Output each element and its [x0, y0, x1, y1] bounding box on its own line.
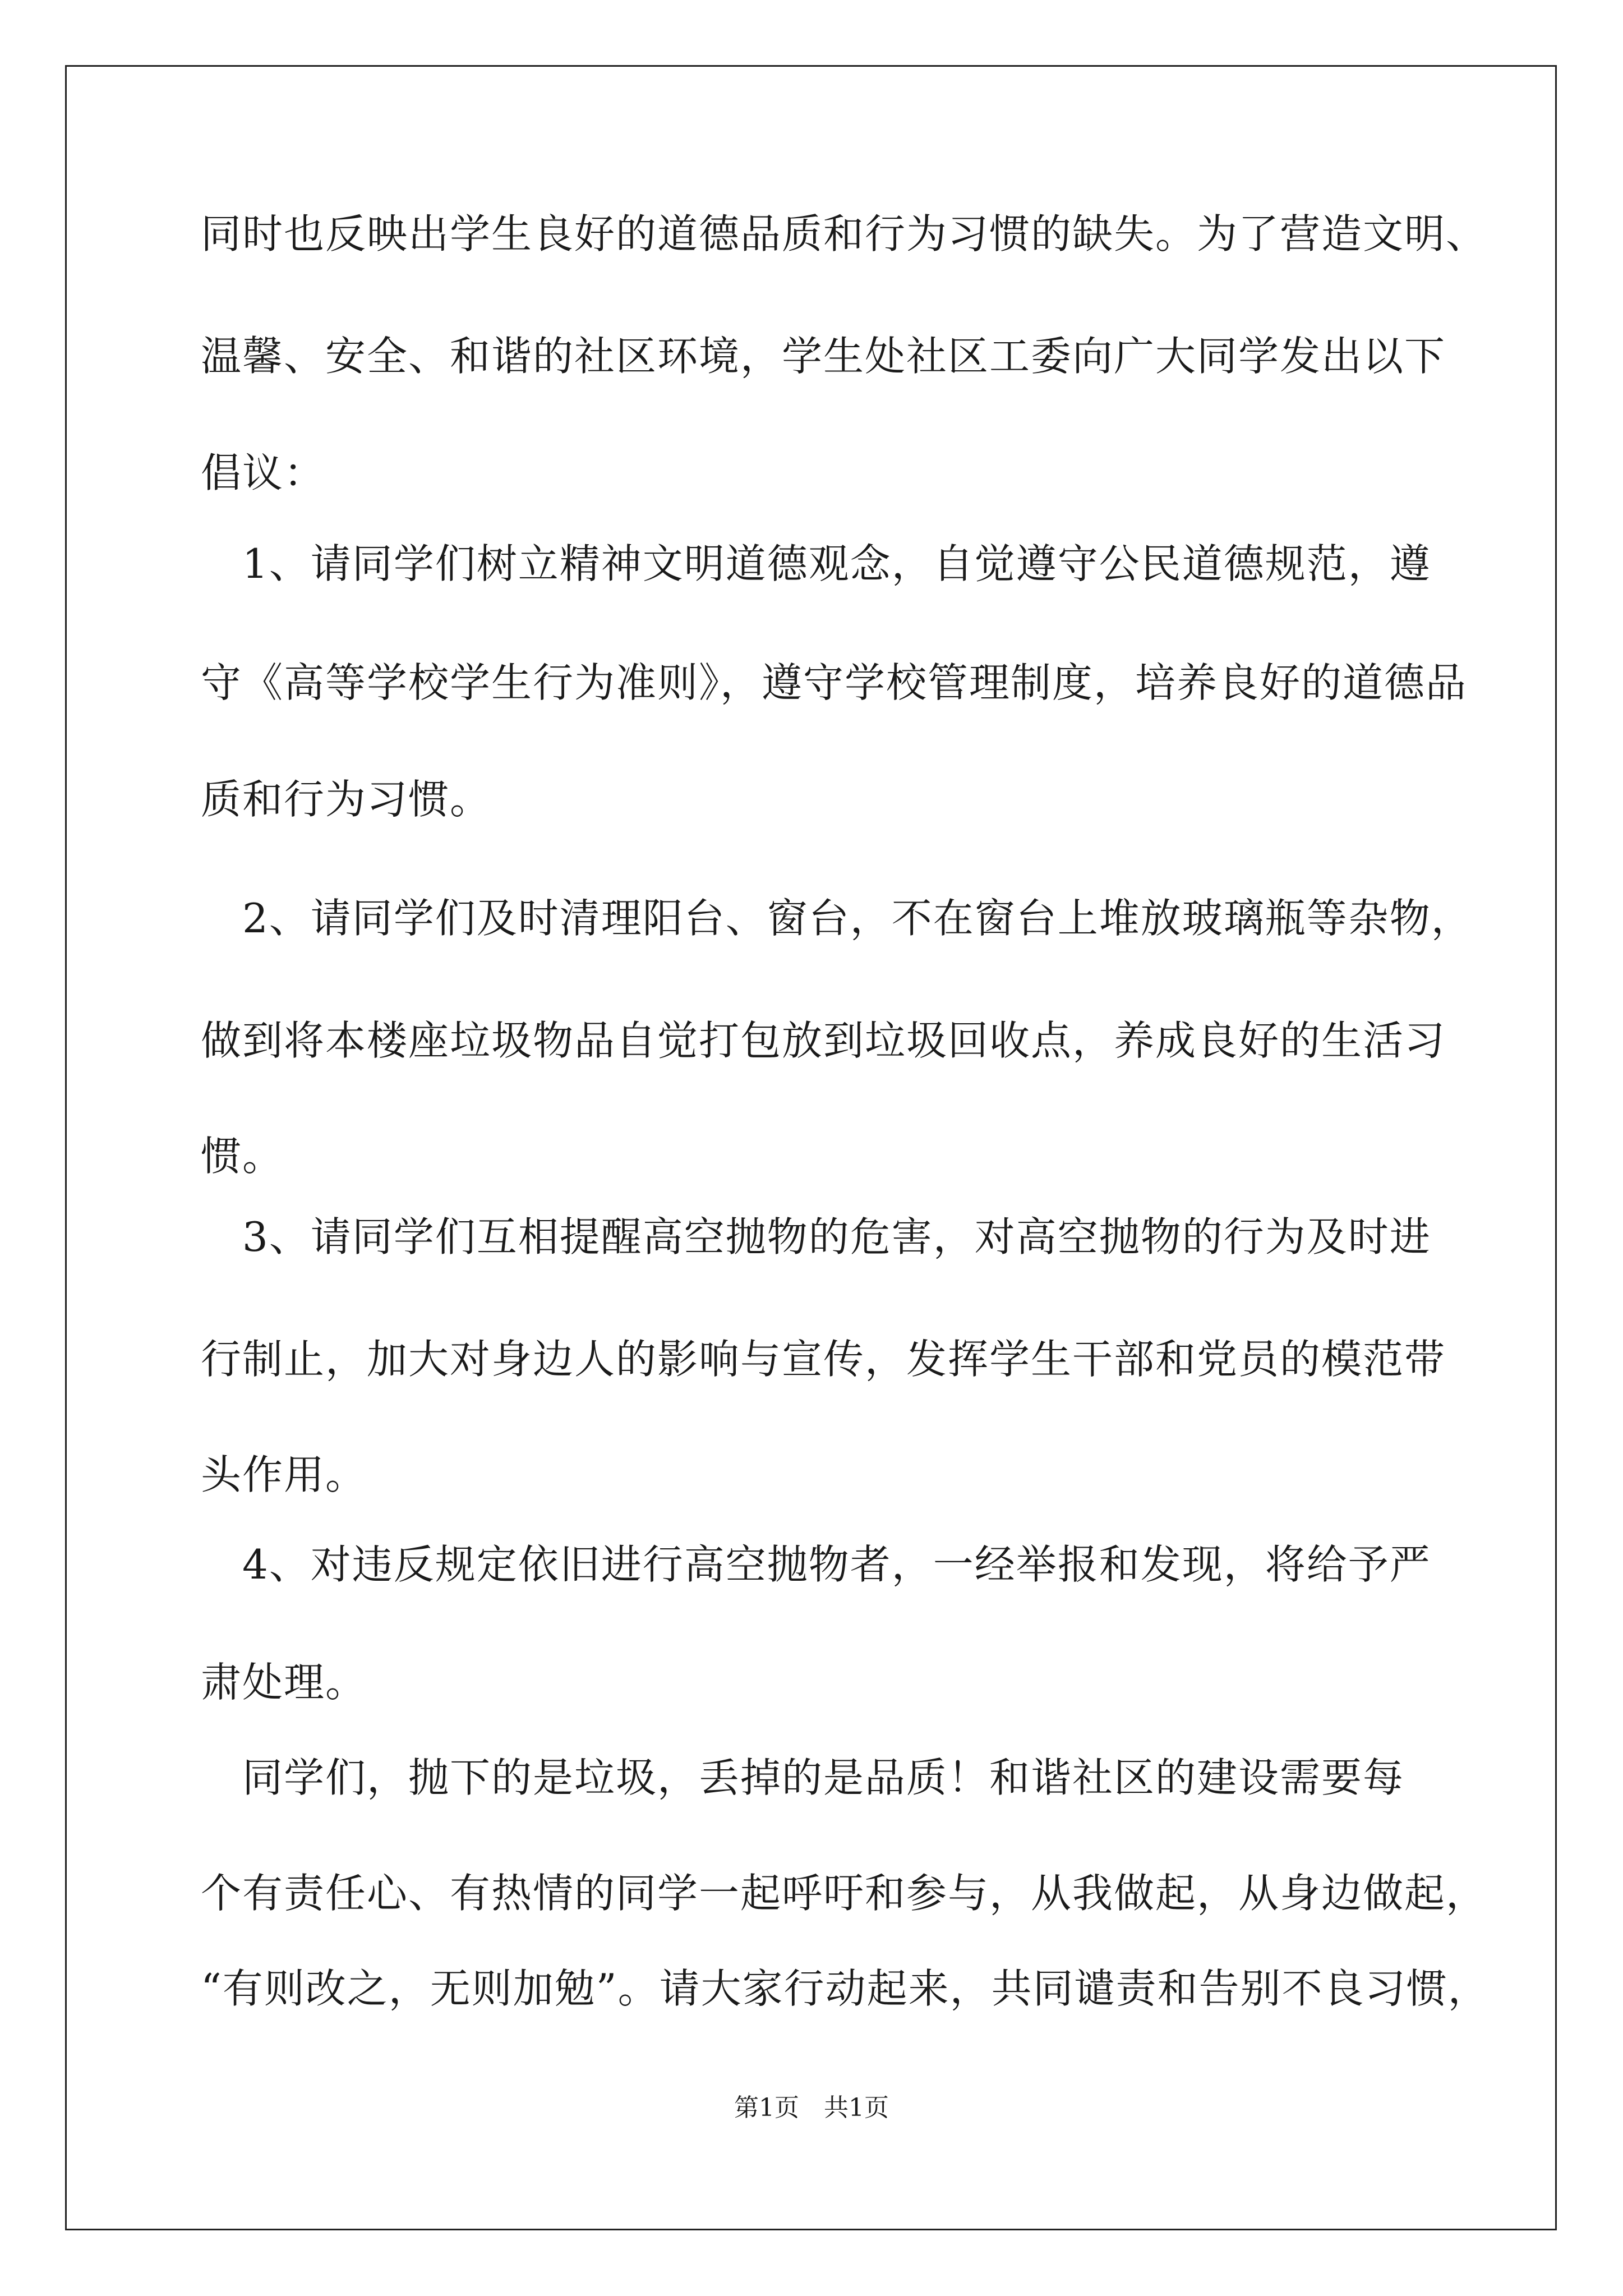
text-line: 3、请同学们互相提醒高空抛物的危害，对高空抛物的行为及时进: [201, 1213, 1431, 1260]
text-line: 4、对违反规定依旧进行高空抛物者，一经举报和发现，将给予严: [201, 1541, 1431, 1588]
text-line: 做到将本楼座垃圾物品自觉打包放到垃圾回收点，养成良好的生活习: [201, 1017, 1446, 1064]
text-line: 倡议：: [201, 449, 326, 496]
text-line: 行制止，加大对身边人的影响与宣传，发挥学生干部和党员的模范带: [201, 1336, 1446, 1383]
text-line: 1、请同学们树立精神文明道德观念，自觉遵守公民道德规范，遵: [201, 540, 1431, 587]
text-line: 肃处理。: [201, 1659, 367, 1706]
text-line: 同时也反映出学生良好的道德品质和行为习惯的缺失。为了营造文明、: [201, 210, 1488, 257]
page-footer: 第1页 共1页: [734, 2093, 889, 2122]
text-line: 惯。: [201, 1133, 284, 1180]
text-line: 个有责任心、有热情的同学一起呼吁和参与，从我做起，从身边做起，: [201, 1870, 1488, 1917]
text-line: 守《高等学校学生行为准则》，遵守学校管理制度，培养良好的道德品: [201, 659, 1468, 706]
text-line: 头作用。: [201, 1451, 367, 1498]
text-line: 同学们，抛下的是垃圾，丢掉的是品质！和谐社区的建设需要每: [201, 1754, 1405, 1801]
text-line: 2、请同学们及时清理阳台、窗台，不在窗台上堆放玻璃瓶等杂物，: [201, 895, 1473, 942]
text-line: 温馨、安全、和谐的社区环境，学生处社区工委向广大同学发出以下: [201, 333, 1446, 380]
text-line: 质和行为习惯。: [201, 776, 492, 823]
text-line: “有则改之，无则加勉”。请大家行动起来，共同谴责和告别不良习惯，: [201, 1965, 1490, 2012]
